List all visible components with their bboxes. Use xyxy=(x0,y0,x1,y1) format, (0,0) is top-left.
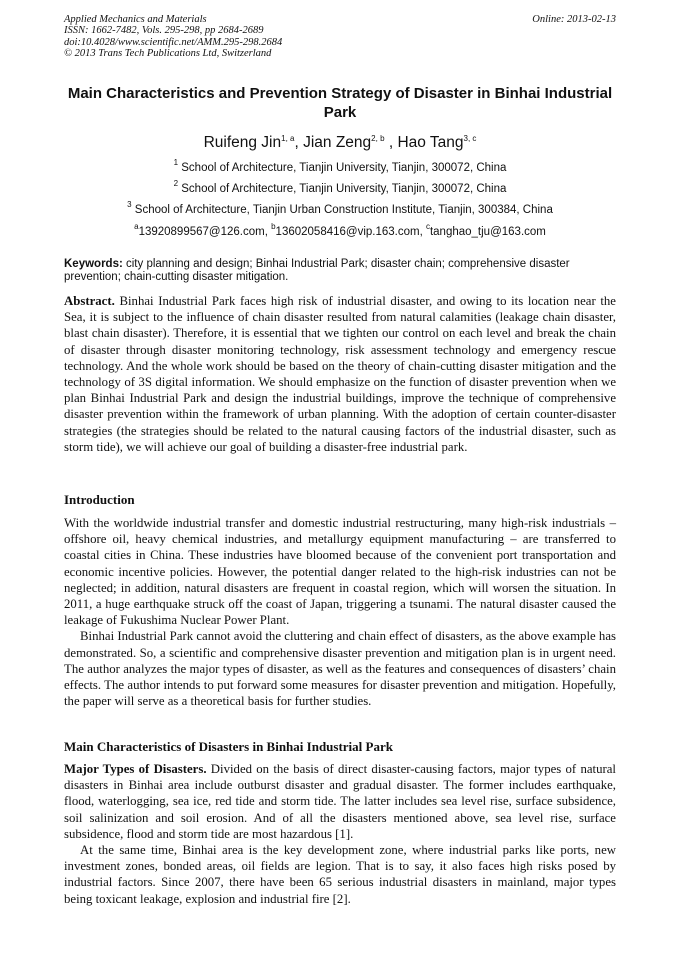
author-sup: 2, b xyxy=(371,134,385,143)
paper-title: Main Characteristics and Prevention Strategy of Disaster in Binhai Industrial Park xyxy=(67,85,613,121)
introduction-heading: Introduction xyxy=(64,492,135,507)
copyright-line: © 2013 Trans Tech Publications Ltd, Switzerland xyxy=(64,48,272,60)
affiliation-3 xyxy=(64,200,616,216)
affiliation-text: School of Architecture, Tianjin Urban Construction Institute, Tianjin, 300384, China xyxy=(134,204,553,216)
online-date: Online: 2013-02-13 xyxy=(532,14,616,25)
affiliation-text: School of Architecture, Tianjin University, Tianjin, 300072, China xyxy=(181,183,507,195)
author-name: Jian Zeng xyxy=(303,134,372,151)
subsection-label: Major Types of Disasters. xyxy=(64,762,207,776)
section2-body xyxy=(64,761,616,907)
author-name: Hao Tang xyxy=(397,134,464,151)
email-sup: a xyxy=(134,222,139,231)
email-address[interactable]: 13920899567@126.com xyxy=(138,226,265,238)
intro-paragraph-1: With the worldwide industrial transfer and domestic industrial restructuring, many high-risk industrials – offshore oil, heavy chemical industries, and metallurgy equipment manufacturing – are transferred to coastal cities in China. These industries have bloomed because of the convenient port transportation and economic incentive policies. However, the potential danger related to the high-risk industries can not be neglected; in addition, natural disasters are frequent in coastal region, which will worsen the situation. In 2011, a huge earthquake struck off the coast of Japan, triggering a tsunami. The natural disaster caused the leakage of Fukushima Nuclear Power Plant. xyxy=(64,516,616,628)
keywords-block xyxy=(64,258,616,284)
keywords-label: Keywords: xyxy=(64,258,123,270)
email-address[interactable]: tanghao_tju@163.com xyxy=(429,226,546,238)
affiliation-text: School of Architecture, Tianjin University, Tianjin, 300072, China xyxy=(181,162,507,174)
email-sup: b xyxy=(271,222,276,231)
email-list: $^a$13920899567@126.com, $^b$13602058416@vip.163.com, $^c$tanghao_tju@163.com xyxy=(134,222,546,238)
affiliation-sup: 3 xyxy=(127,200,132,209)
journal-name: Applied Mechanics and Materials xyxy=(64,14,207,25)
email-address[interactable]: 13602058416@vip.163.com xyxy=(275,226,420,238)
section2-paragraph-2: At the same time, Binhai area is the key development zone, where industrial parks like ports, new investment zones, bonded areas, oil fields are legion. That is to say, it also faces high risks posed by industrial factors. Since 2007, there have been 65 serious industrial disasters in mainland, major types being toxicant leakage, explosion and industrial fire [2]. xyxy=(64,843,616,906)
doi-line: doi:10.4028/www.scientific.net/AMM.295-298.2684 xyxy=(64,36,283,48)
affiliation-1 xyxy=(64,158,616,174)
author-list: Ruifeng Jin$^{1, a}$, Jian Zeng$^{2, b}$ , Hao Tang$^{3, c}$ xyxy=(203,134,477,151)
intro-paragraph-2: Binhai Industrial Park cannot avoid the cluttering and chain effect of disasters, as the above example has demonstrated. So, a scientific and comprehensive disaster prevention and mitigation plan is in urgent need. The author analyzes the major types of disaster, as well as the features and consequences of disasters’ chain effects. The author intends to put forward some measures for disaster prevention and mitigation. Hopefully, the paper will serve as a theoretical basis for further studies. xyxy=(64,629,616,709)
issn-line: ISSN: 1662-7482, Vols. 295-298, pp 2684-2689 xyxy=(64,25,264,37)
abstract-text: Binhai Industrial Park faces high risk of industrial disaster, and owing to its location near the Sea, it is subject to the influence of chain disaster resulted from natural calamities (leakage chain disaster, blast chain disaster). Therefore, it is essential that we tighten our control on each level and break the chain of disaster through disaster monitoring technology, risk assessment technology and emergency rescue technology. And the whole work should be based on the theory of chain-cutting disaster mitigation and the technology of 3S digital information. We should emphasize on the function of disaster prevention when we plan Binhai Industrial Park and design the industrial buildings, improve the technique of comprehensive disaster prevention within the framework of urban planning. With the adoption of certain counter-disaster strategies (the strategies should be related to the natural causing factors of the industrial disaster, such as storm tide), we will achieve our goal of building a disaster-free industrial park. xyxy=(64,294,616,454)
introduction-body xyxy=(64,515,616,709)
affiliation-2 xyxy=(64,179,616,195)
keywords-text: city planning and design; Binhai Industrial Park; disaster chain; comprehensive disaster prevention; chain-cutting disaster mitigation. xyxy=(64,258,570,283)
author-sup: 3, c xyxy=(463,134,477,143)
section2-paragraph-1 xyxy=(64,761,616,842)
abstract-label: Abstract. xyxy=(64,294,115,308)
author-sup: 1, a xyxy=(281,134,295,143)
email-sup: c xyxy=(425,222,430,231)
author-name: Ruifeng Jin xyxy=(203,134,282,151)
abstract-block xyxy=(64,293,616,455)
affiliation-sup: 1 xyxy=(173,158,179,167)
section2-paragraph-1-text: Divided on the basis of direct disaster-causing factors, major types of natural disasters in Binhai area include outburst disaster and gradual disaster. The former includes earthquake, flood, waterlogging, sea ice, red tide and storm tide. The latter includes sea level rise, surface subsidence, soil salinization and soil erosion. And of all the disasters mentioned above, sea level rise, surface subsidence, flood and storm tide are most hazardous [1]. xyxy=(64,762,616,841)
affiliation-sup: 2 xyxy=(173,179,179,188)
journal-header xyxy=(64,14,616,60)
section2-heading: Main Characteristics of Disasters in Binhai Industrial Park xyxy=(64,739,393,754)
